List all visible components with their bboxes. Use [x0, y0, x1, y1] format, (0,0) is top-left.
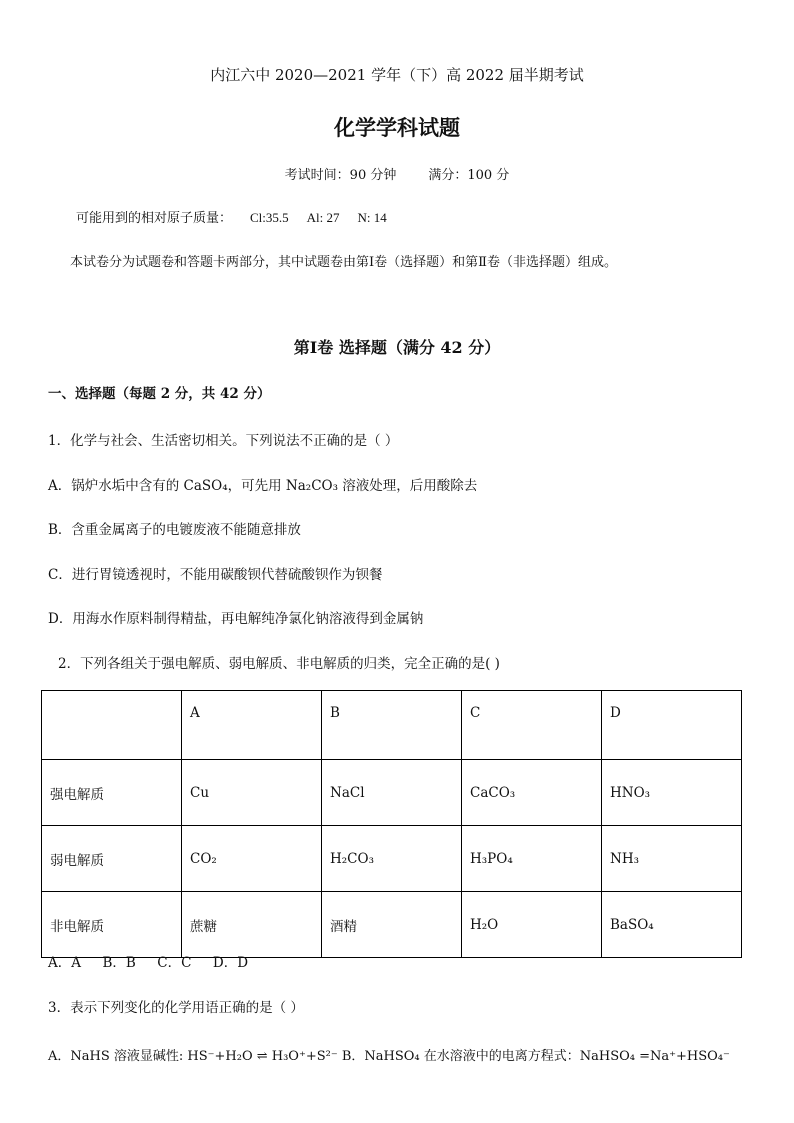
- atomic-mass-line: [76, 207, 387, 226]
- exam-score: 满分：100 分: [428, 168, 510, 183]
- table-cell: H₃PO₄: [462, 826, 602, 892]
- table-row-label: 强电解质: [42, 760, 182, 826]
- question-3-options: [48, 1045, 730, 1064]
- exam-intro: 本试卷分为试题卷和答题卡两部分，其中试题卷由第Ⅰ卷（选择题）和第Ⅱ卷（非选择题）组成。: [70, 255, 617, 270]
- part-title: 第Ⅰ卷 选择题（满分 42 分）: [293, 338, 501, 357]
- table-header-cell: B: [322, 691, 462, 760]
- table-cell: CaCO₃: [462, 760, 602, 826]
- atomic-mass-n: N: 14: [357, 210, 387, 225]
- question-3-option-a: A．NaHS 溶液显碱性: HS⁻+H₂O ⇌ H₃O⁺+S²⁻: [48, 1049, 338, 1064]
- table-cell: H₂O: [462, 892, 602, 958]
- question-1-option-c: C．进行胃镜透视时，不能用碳酸钡代替硫酸钡作为钡餐: [48, 567, 383, 583]
- question-1-option-b: B．含重金属离子的电镀废液不能随意排放: [48, 522, 301, 538]
- table-cell: NH₃: [602, 826, 742, 892]
- question-1-stem: 1．化学与社会、生活密切相关。下列说法不正确的是（ ）: [48, 433, 399, 449]
- atomic-mass-label: 可能用到的相对原子质量：: [76, 211, 233, 226]
- question-2-stem: 2．下列各组关于强电解质、弱电解质、非电解质的归类，完全正确的是( ): [58, 656, 500, 672]
- exam-time: 考试时间：90 分钟: [284, 168, 397, 183]
- question-3-option-b: B．NaHSO₄ 在水溶液中的电离方程式：NaHSO₄ =Na⁺+HSO₄⁻: [341, 1049, 730, 1064]
- table-row: [42, 892, 742, 958]
- table-cell: H₂CO₃: [322, 826, 462, 892]
- table-row: [42, 826, 742, 892]
- exam-info: [0, 164, 794, 183]
- question-1-option-d: D．用海水作原料制得精盐，再电解纯净氯化钠溶液得到金属钠: [48, 611, 424, 627]
- table-cell: 酒精: [322, 892, 462, 958]
- table-cell: 蔗糖: [182, 892, 322, 958]
- question-2-options: A．A B．B C．C D．D: [48, 955, 249, 971]
- exam-header-line: 内江六中 2020—2021 学年（下）高 2022 届半期考试: [210, 66, 584, 84]
- table-cell: BaSO₄: [602, 892, 742, 958]
- table-cell: NaCl: [322, 760, 462, 826]
- table-header-row: [42, 691, 742, 760]
- table-header-cell: A: [182, 691, 322, 760]
- section-title: 一、选择题（每题 2 分，共 42 分）: [48, 386, 271, 402]
- table-cell: HNO₃: [602, 760, 742, 826]
- table-header-cell: D: [602, 691, 742, 760]
- atomic-mass-cl: Cl:35.5: [250, 210, 289, 225]
- electrolyte-table: [41, 690, 742, 958]
- table-header-cell: C: [462, 691, 602, 760]
- page-title: 化学学科试题: [334, 115, 460, 140]
- atomic-mass-al: Al: 27: [306, 210, 340, 225]
- question-1-option-a: A．锅炉水垢中含有的 CaSO₄，可先用 Na₂CO₃ 溶液处理，后用酸除去: [48, 478, 478, 494]
- table-cell: Cu: [182, 760, 322, 826]
- table-row: [42, 760, 742, 826]
- question-3-stem: 3．表示下列变化的化学用语正确的是（ ）: [48, 1000, 304, 1016]
- table-row-label: 弱电解质: [42, 826, 182, 892]
- table-cell: CO₂: [182, 826, 322, 892]
- table-header-cell: [42, 691, 182, 760]
- table-row-label: 非电解质: [42, 892, 182, 958]
